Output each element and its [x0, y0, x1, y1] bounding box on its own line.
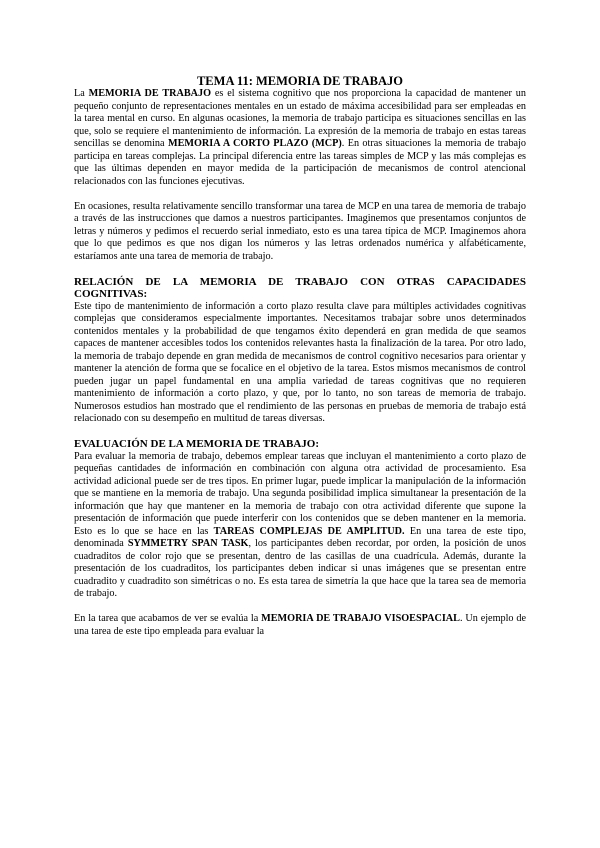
- document-page: [74, 74, 526, 638]
- term-memoria-de-trabajo: MEMORIA DE TRABAJO: [88, 88, 212, 99]
- visoespacial-text-2: . Un ejemplo de una tarea de este tipo empleada para evaluar la: [74, 613, 527, 637]
- visoespacial-text-1: En la tarea que acabamos de ver se evalúa la: [74, 613, 262, 624]
- paragraph-visoespacial: [74, 613, 526, 638]
- term-memoria-corto-plazo: MEMORIA A CORTO PLAZO (MCP): [167, 138, 342, 149]
- spacer: [74, 601, 526, 614]
- section-heading-relacion: RELACIÓN DE LA MEMORIA DE TRABAJO CON OTRAS CAPACIDADES COGNITIVAS:: [74, 275, 526, 300]
- spacer: [74, 188, 526, 201]
- page-title: TEMA 11: MEMORIA DE TRABAJO: [196, 74, 404, 88]
- term-symmetry-span: SYMMETRY SPAN TASK: [127, 538, 249, 549]
- paragraph-mcp-example: En ocasiones, resulta relativamente sencillo transformar una tarea de MCP en una tarea de memoria de trabajo a través de las instrucciones que damos a nuestros participantes. Imaginemos que presentamos conjuntos de letras y números y pedimos el recuerdo serial inmediato, esto es una tarea típica de MCP. Imaginemos ahora que lo que pedimos es que nos digan los números y las letras ordenados numérica y alfabéticamente, estaríamos ante una tarea de memoria de trabajo.: [74, 200, 526, 262]
- term-visoespacial: MEMORIA DE TRABAJO VISOESPACIAL: [261, 613, 460, 624]
- paragraph-relacion: Este tipo de mantenimiento de información a corto plazo resulta clave para múltiples actividades cognitivas complejas que consideramos especialmente importantes. Necesitamos trabajar sobre unos determinados contenidos mentales y la probabilidad de que tengamos éxito dependerá en gran medida de que seamos capaces de mantener accesibles todos los contenidos relevantes hasta la finalización de la tarea. Por otro lado, la memoria de trabajo depende en gran medida de mecanismos de control cognitivo necesarios para orientar y mantener la atención de forma que se focalice en el objetivo de la tarea. Estos mismos mecanismos de control pueden jugar un papel fundamental en una amplia variedad de tareas cognitivas que no requieren mantenimiento de información a corto plazo, y que, por lo tanto, no son tareas de memoria de trabajo. Numerosos estudios han mostrado que el rendimiento de las personas en pruebas de memoria de trabajo está relacionado con su desempeño en multitud de tareas diversas.: [74, 300, 526, 424]
- term-tareas-complejas: TAREAS COMPLEJAS DE AMPLITUD.: [213, 525, 405, 537]
- spacer: [74, 426, 526, 439]
- intro-text-1: La: [74, 88, 89, 99]
- evaluacion-text-3: , los participantes deben recordar, por orden, la posición de unos cuadraditos de color rojo que se presentan, dentro de las casillas de una cuadrícula. Además, durante la presentación de los cuadraditos, los participantes deben indicar si unas imágenes que se presentan entre cuadradito y cuadradito son simétricas o no. Es esta tarea de simetría la que hace que la tarea sea de memoria de trabajo.: [74, 538, 526, 599]
- intro-text-2: es el sistema cognitivo que nos proporciona la capacidad de mantener un pequeño conjunto de representaciones mentales en un estado de máxima accesibilidad para ser empleadas en la tarea mental en curso. En algunas ocasiones, la memoria de trabajo participa es situaciones sencillas en las que, solo se requiere el mantenimiento de información. La expresión de la memoria de trabajo en estas tareas sencillas se denomina: [74, 88, 526, 149]
- intro-text-3: . En otras situaciones la memoria de trabajo participa en tareas complejas. La principal diferencia entre las tareas simples de MCP y las más complejas es que las últimas dependen en mayor medida de la participación de mecanismos de control atencional relacionados con las funciones ejecutivas.: [74, 138, 526, 187]
- evaluacion-text-2: En una tarea de este tipo, denominada: [74, 525, 526, 549]
- evaluacion-text-1: Para evaluar la memoria de trabajo, debemos emplear tareas que incluyan el mantenimiento a corto plazo de pequeñas cantidades de información en combinación con alguna otra actividad de procesamiento. Esa actividad adicional puede ser de tres tipos. En primer lugar, puede implicar la manipulación de la información que se mantiene en la memoria de trabajo. Una segunda posibilidad implica simultanear la presentación de la información que hay que mantener en la memoria de trabajo con otra actividad diferente que supone la presentación de información que puede interferir con los contenidos que se deben mantener en la memoria. Esto es lo que se hace en las: [74, 450, 526, 537]
- paragraph-evaluacion: [74, 451, 526, 601]
- section-heading-evaluacion: EVALUACIÓN DE LA MEMORIA DE TRABAJO:: [74, 438, 319, 450]
- spacer: [74, 263, 526, 276]
- paragraph-intro: [74, 88, 526, 188]
